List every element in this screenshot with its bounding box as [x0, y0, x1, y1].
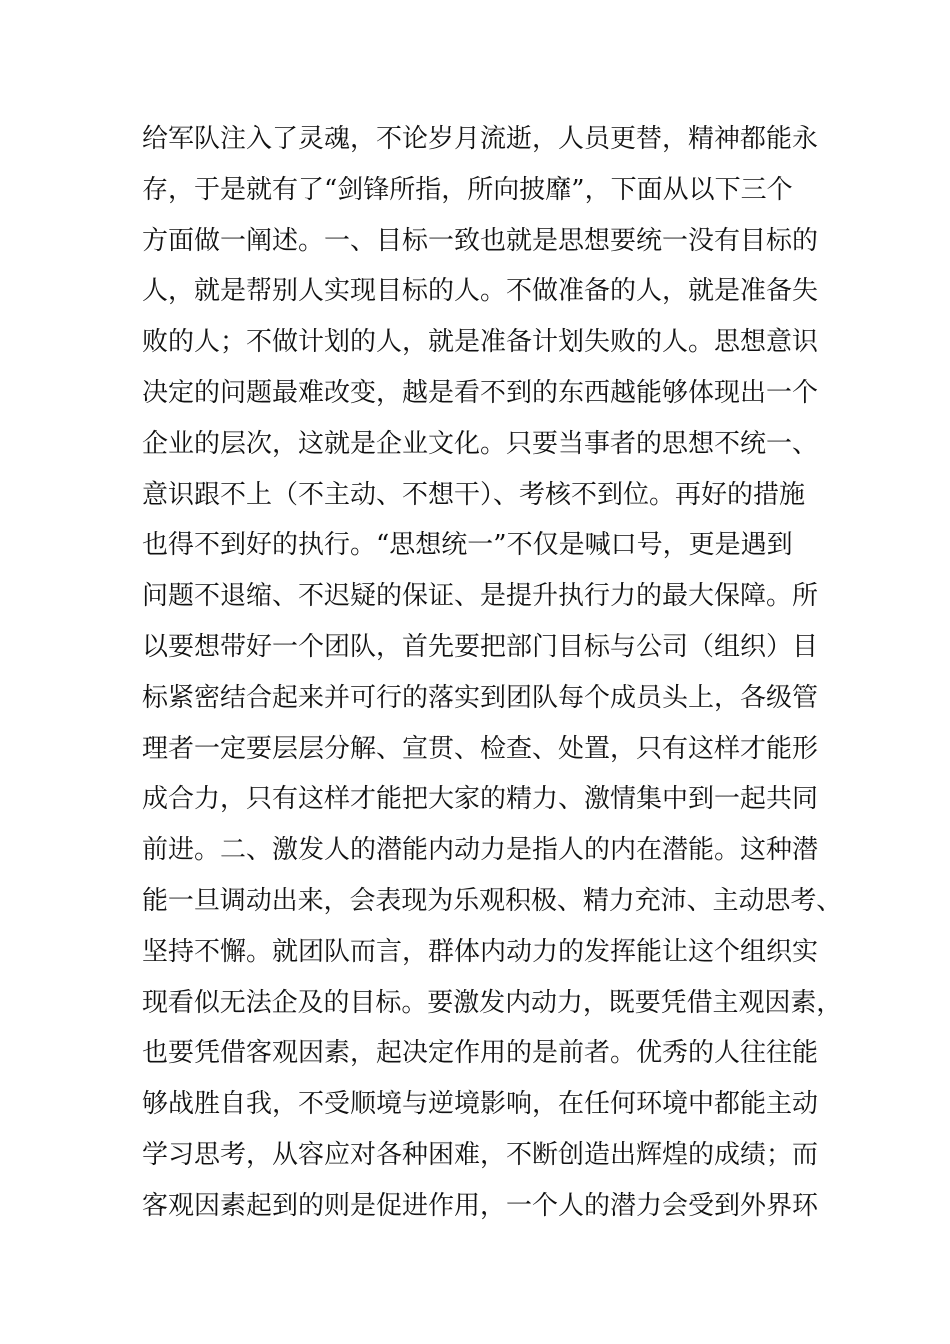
text-line-13: 理者一定要层层分解、宣贯、检查、处置，只有这样才能形	[142, 733, 819, 764]
text-line-21: 学习思考，从容应对各种困难，不断创造出辉煌的成绩；而	[142, 1139, 819, 1170]
text-line-5: 败的人；不做计划的人，就是准备计划失败的人。思想意识	[142, 327, 819, 358]
text-line-19: 也要凭借客观因素，起决定作用的是前者。优秀的人往往能	[142, 1038, 819, 1069]
text-line-15: 前进。二、激发人的潜能内动力是指人的内在潜能。这种潜	[142, 835, 819, 866]
text-line-2: 存，于是就有了“剑锋所指，所向披靡”，下面从以下三个	[142, 174, 793, 205]
text-line-1: 给军队注入了灵魂，不论岁月流逝，人员更替，精神都能永	[142, 124, 819, 154]
text-line-12: 标紧密结合起来并可行的落实到团队每个成员头上，各级管	[142, 682, 819, 713]
text-line-18: 现看似无法企及的目标。要激发内动力，既要凭借主观因素，	[142, 987, 843, 1018]
text-line-8: 意识跟不上（不主动、不想干）、考核不到位。再好的措施	[142, 479, 806, 510]
text-line-22: 客观因素起到的则是促进作用，一个人的潜力会受到外界环	[142, 1190, 819, 1221]
text-line-14: 成合力，只有这样才能把大家的精力、激情集中到一起共同	[142, 784, 819, 815]
text-line-4: 人，就是帮别人实现目标的人。不做准备的人，就是准备失	[142, 276, 819, 307]
text-line-16: 能一旦调动出来，会表现为乐观积极、精力充沛、主动思考、	[142, 885, 843, 916]
text-line-7: 企业的层次，这就是企业文化。只要当事者的思想不统一、	[142, 428, 819, 459]
text-line-3: 方面做一阐述。一、目标一致也就是思想要统一没有目标的	[142, 225, 819, 256]
text-line-10: 问题不退缩、不迟疑的保证、是提升执行力的最大保障。所	[142, 581, 819, 612]
text-line-17: 坚持不懈。就团队而言，群体内动力的发挥能让这个组织实	[142, 936, 819, 967]
text-line-6: 决定的问题最难改变，越是看不到的东西越能够体现出一个	[142, 377, 819, 408]
text-line-11: 以要想带好一个团队，首先要把部门目标与公司（组织）目	[142, 631, 819, 662]
body-text	[142, 114, 842, 1232]
text-line-20: 够战胜自我，不受顺境与逆境影响，在任何环境中都能主动	[142, 1089, 819, 1120]
text-line-9: 也得不到好的执行。“思想统一”不仅是喊口号，更是遇到	[142, 530, 793, 561]
